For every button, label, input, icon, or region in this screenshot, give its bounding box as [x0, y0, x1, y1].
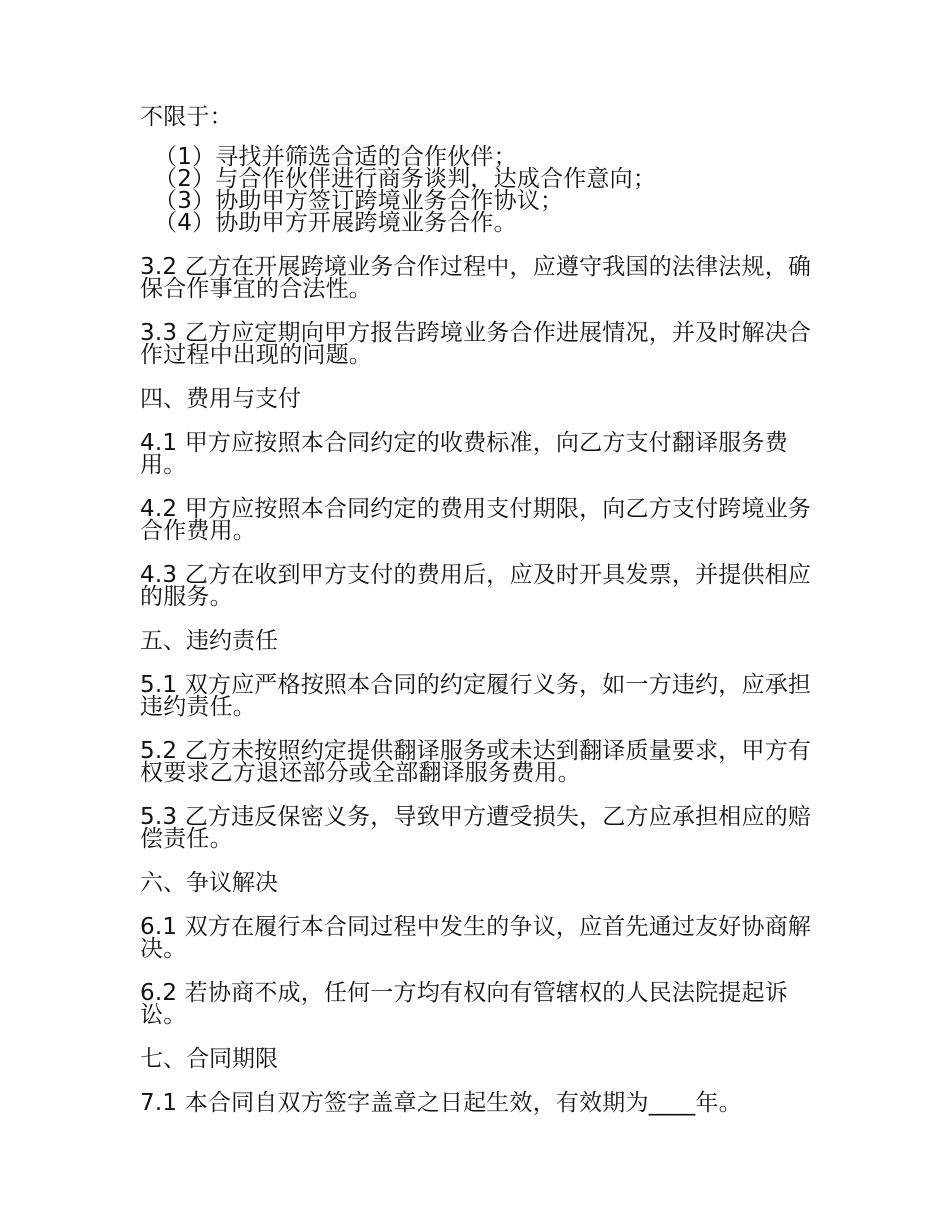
clause-4-1: 4.1 甲方应按照本合同约定的收费标准，向乙方支付翻译服务费用。 [140, 430, 788, 478]
clause-7-1: 7.1 本合同自双方签字盖章之日起生效，有效期为____年。 [140, 1090, 742, 1116]
service-list [154, 146, 812, 234]
clause-4-3: 4.3 乙方在收到甲方支付的费用后，应及时开具发票，并提供相应的服务。 [140, 562, 812, 610]
section-heading-6: 六、争议解决 [140, 870, 278, 896]
clause-6-2: 6.2 若协商不成，任何一方均有权向有管辖权的人民法院提起诉讼。 [140, 980, 788, 1028]
clause-5-2: 5.2 乙方未按照约定提供翻译服务或未达到翻译质量要求，甲方有权要求乙方退还部分或全部翻译服务费用。 [140, 738, 812, 786]
list-item: （1）寻找并筛选合适的合作伙伴； [154, 144, 517, 170]
list-item: （3）协助甲方签订跨境业务合作协议； [154, 188, 564, 214]
list-item: （4）协助甲方开展跨境业务合作。 [154, 210, 517, 236]
section-heading-5: 五、违约责任 [140, 628, 278, 654]
list-item: （2）与合作伙伴进行商务谈判，达成合作意向； [154, 166, 657, 192]
clause-3-2: 3.2 乙方在开展跨境业务合作过程中，应遵守我国的法律法规，确保合作事宜的合法性。 [140, 254, 812, 302]
section-heading-7: 七、合同期限 [140, 1046, 278, 1072]
intro-text: 不限于： [140, 104, 233, 130]
clause-3-3: 3.3 乙方应定期向甲方报告跨境业务合作进展情况，并及时解决合作过程中出现的问题。 [140, 320, 812, 368]
clause-5-3: 5.3 乙方违反保密义务，导致甲方遭受损失，乙方应承担相应的赔偿责任。 [140, 804, 812, 852]
document-body [140, 106, 812, 1136]
clause-5-1: 5.1 双方应严格按照本合同的约定履行义务，如一方违约，应承担违约责任。 [140, 672, 812, 720]
section-heading-4: 四、费用与支付 [140, 386, 301, 412]
clause-6-1: 6.1 双方在履行本合同过程中发生的争议，应首先通过友好协商解决。 [140, 914, 812, 962]
clause-4-2: 4.2 甲方应按照本合同约定的费用支付期限，向乙方支付跨境业务合作费用。 [140, 496, 812, 544]
